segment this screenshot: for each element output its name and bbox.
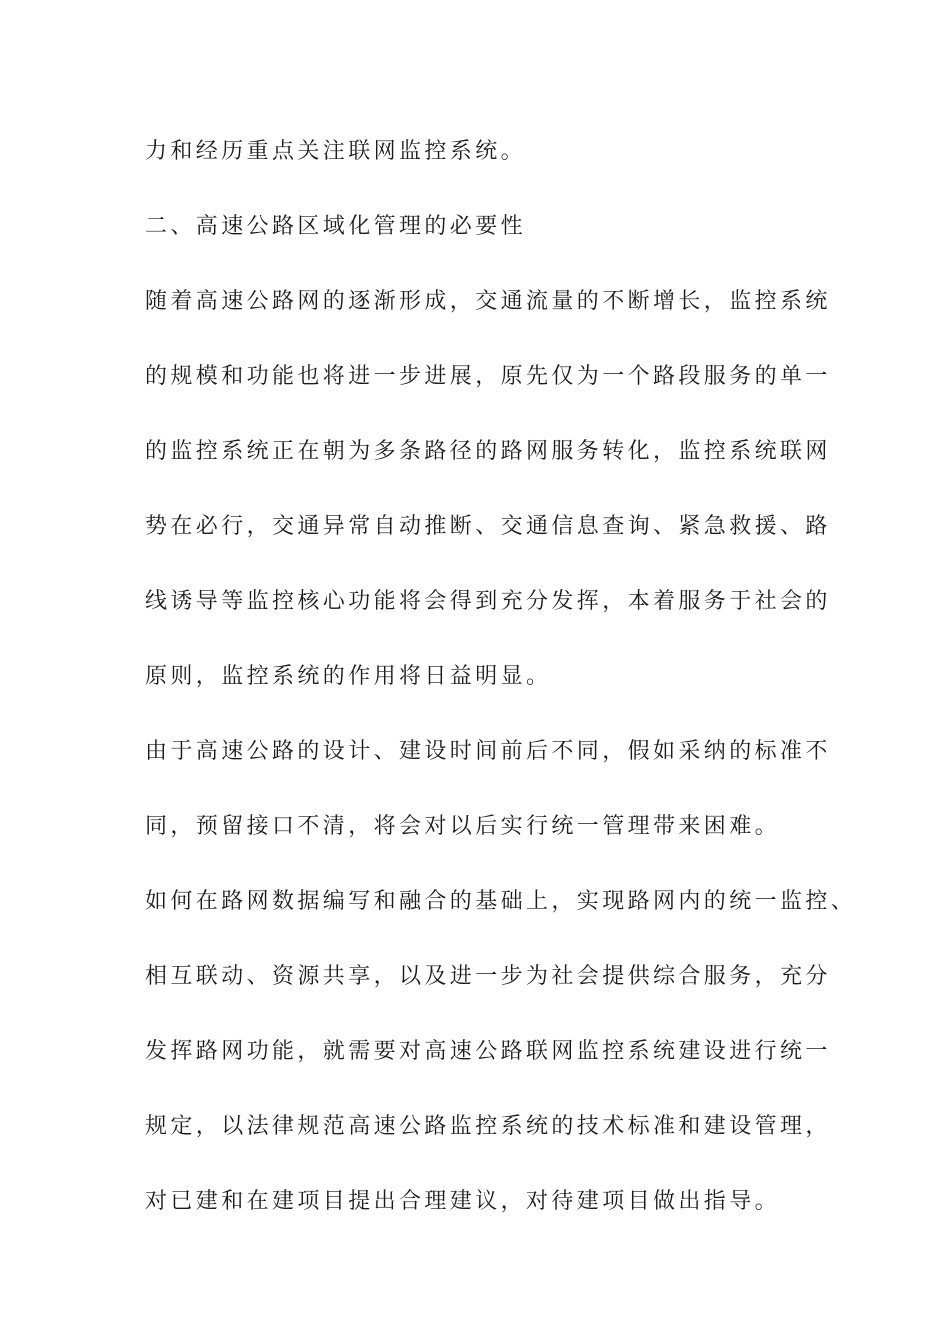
paragraph-line: 的规模和功能也将进一步进展，原先仅为一个路段服务的单一 [145,364,831,389]
paragraph-line: 规定，以法律规范高速公路监控系统的技术标准和建设管理， [145,1114,831,1139]
paragraph-line: 力和经历重点关注联网监控系统。 [145,139,527,164]
paragraph-line: 发挥路网功能，就需要对高速公路联网监控系统建设进行统一 [145,1039,831,1064]
paragraph-line: 原则，监控系统的作用将日益明显。 [145,664,552,689]
paragraph-line: 线诱导等监控核心功能将会得到充分发挥，本着服务于社会的 [145,589,831,614]
paragraph-line: 如何在路网数据编写和融合的基础上，实现路网内的统一监控、 [145,889,857,914]
paragraph-line: 相互联动、资源共享，以及进一步为社会提供综合服务，充分 [145,964,831,989]
paragraph-line: 对已建和在建项目提出合理建议，对待建项目做出指导。 [145,1189,781,1214]
paragraph-line: 同，预留接口不清，将会对以后实行统一管理带来困难。 [145,814,781,839]
paragraph-line: 随着高速公路网的逐渐形成，交通流量的不断增长，监控系统 [145,289,831,314]
section-heading: 二、高速公路区域化管理的必要性 [145,214,527,239]
paragraph-line: 由于高速公路的设计、建设时间前后不同，假如采纳的标准不 [145,739,831,764]
paragraph-line: 的监控系统正在朝为多条路径的路网服务转化，监控系统联网 [145,439,831,464]
paragraph-line: 势在必行，交通异常自动推断、交通信息查询、紧急救援、路 [145,514,831,539]
